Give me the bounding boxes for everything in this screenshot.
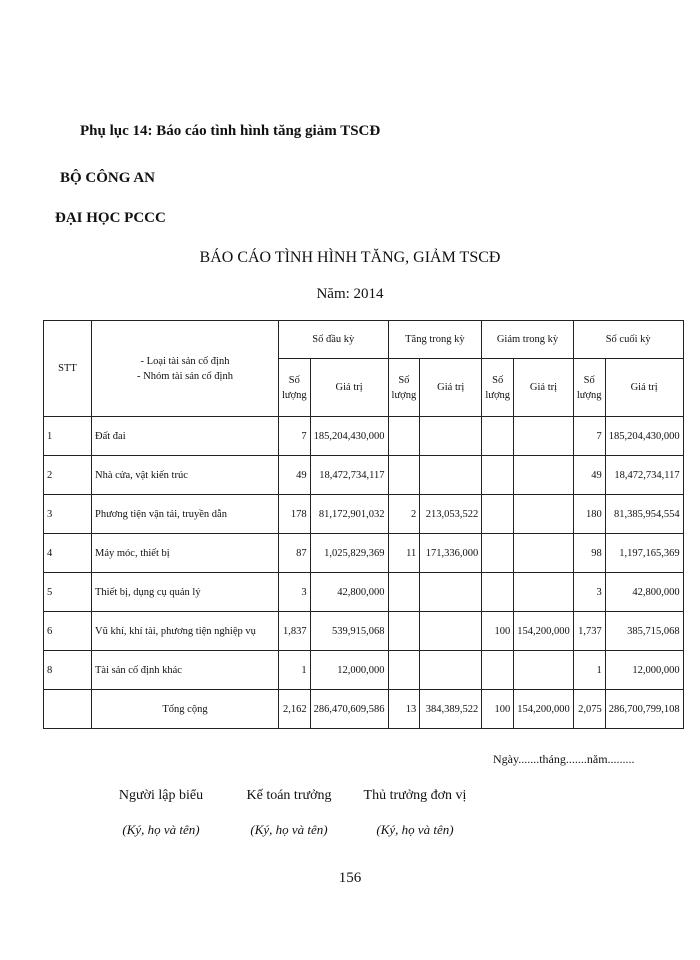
row-open-value: 81,172,901,032 (310, 495, 388, 534)
row-asset-name: Nhà cửa, vật kiến trúc (92, 456, 279, 495)
total-close-qty: 2,075 (573, 690, 605, 729)
table-row (44, 651, 684, 690)
row-close-value: 81,385,954,554 (605, 495, 683, 534)
row-inc-qty: 2 (388, 495, 420, 534)
row-dec-value: 154,200,000 (514, 612, 574, 651)
row-asset-name: Đất đai (92, 417, 279, 456)
asset-type-header (92, 321, 279, 417)
row-inc-value: 171,336,000 (420, 534, 482, 573)
row-stt: 1 (44, 417, 92, 456)
row-close-qty: 3 (573, 573, 605, 612)
row-dec-value (514, 573, 574, 612)
row-close-qty: 49 (573, 456, 605, 495)
table-row (44, 612, 684, 651)
row-inc-qty (388, 456, 420, 495)
asset-report-table (43, 320, 684, 729)
qty-line1: Số (398, 374, 410, 386)
row-open-qty: 178 (279, 495, 311, 534)
decrease-qty-header (482, 359, 514, 417)
row-inc-value (420, 612, 482, 651)
row-close-value: 18,472,734,117 (605, 456, 683, 495)
stt-header: STT (44, 321, 92, 417)
asset-type-header-line1: - Loại tài sản cố định (140, 355, 230, 367)
qty-line1: Số (492, 374, 504, 386)
row-inc-value (420, 417, 482, 456)
total-open-value: 286,470,609,586 (310, 690, 388, 729)
report-title: BÁO CÁO TÌNH HÌNH TĂNG, GIẢM TSCĐ (199, 249, 501, 266)
qty-line2: lượng (485, 389, 511, 401)
row-inc-qty (388, 573, 420, 612)
row-close-qty: 7 (573, 417, 605, 456)
total-stt-cell (44, 690, 92, 729)
unit-head-sign-note: (Ký, họ và tên) (376, 822, 454, 837)
qty-line1: Số (583, 374, 595, 386)
unit-head-title: Thủ trưởng đơn vị (363, 788, 467, 803)
total-inc-qty: 13 (388, 690, 420, 729)
row-stt: 4 (44, 534, 92, 573)
row-close-qty: 98 (573, 534, 605, 573)
row-asset-name: Vũ khí, khí tài, phương tiện nghiệp vụ (92, 612, 279, 651)
row-inc-value (420, 456, 482, 495)
row-dec-value (514, 534, 574, 573)
table-row (44, 534, 684, 573)
row-dec-qty (482, 417, 514, 456)
row-asset-name: Tài sản cố định khác (92, 651, 279, 690)
total-row (44, 690, 684, 729)
row-close-value: 385,715,068 (605, 612, 683, 651)
increase-group-header: Tăng trong kỳ (388, 321, 482, 359)
qty-line2: lượng (576, 389, 602, 401)
row-dec-value (514, 456, 574, 495)
decrease-value-header: Giá trị (514, 359, 574, 417)
row-close-qty: 1,737 (573, 612, 605, 651)
row-inc-qty: 11 (388, 534, 420, 573)
row-dec-qty: 100 (482, 612, 514, 651)
total-label: Tổng cộng (92, 690, 279, 729)
row-open-value: 12,000,000 (310, 651, 388, 690)
row-open-value: 18,472,734,117 (310, 456, 388, 495)
chief-accountant-title: Kế toán trưởng (246, 788, 332, 803)
row-dec-value (514, 651, 574, 690)
total-inc-value: 384,389,522 (420, 690, 482, 729)
row-open-value: 1,025,829,369 (310, 534, 388, 573)
row-dec-value (514, 417, 574, 456)
qty-line1: Số (288, 374, 300, 386)
preparer-sign-note: (Ký, họ và tên) (122, 822, 200, 837)
row-open-qty: 49 (279, 456, 311, 495)
row-inc-value: 213,053,522 (420, 495, 482, 534)
header-row-groups (44, 321, 684, 359)
row-close-qty: 180 (573, 495, 605, 534)
row-open-value: 185,204,430,000 (310, 417, 388, 456)
table-row (44, 495, 684, 534)
row-stt: 3 (44, 495, 92, 534)
university-name: ĐẠI HỌC PCCC (55, 210, 166, 226)
page-number: 156 (338, 870, 362, 886)
row-stt: 8 (44, 651, 92, 690)
row-dec-qty (482, 534, 514, 573)
total-open-qty: 2,162 (279, 690, 311, 729)
row-inc-qty (388, 651, 420, 690)
row-dec-value (514, 495, 574, 534)
row-dec-qty (482, 573, 514, 612)
row-close-value: 12,000,000 (605, 651, 683, 690)
ministry-name: BỘ CÔNG AN (60, 170, 156, 186)
row-inc-value (420, 573, 482, 612)
closing-group-header: Số cuối kỳ (573, 321, 683, 359)
table-row (44, 573, 684, 612)
row-open-qty: 7 (279, 417, 311, 456)
row-open-value: 539,915,068 (310, 612, 388, 651)
row-open-qty: 3 (279, 573, 311, 612)
row-asset-name: Máy móc, thiết bị (92, 534, 279, 573)
chief-accountant-sign-note: (Ký, họ và tên) (250, 822, 328, 837)
row-dec-qty (482, 456, 514, 495)
opening-qty-header (279, 359, 311, 417)
row-inc-qty (388, 612, 420, 651)
qty-line2: lượng (282, 389, 307, 401)
closing-value-header: Giá trị (605, 359, 683, 417)
row-asset-name: Thiết bị, dụng cụ quản lý (92, 573, 279, 612)
increase-value-header: Giá trị (420, 359, 482, 417)
row-dec-qty (482, 495, 514, 534)
row-stt: 6 (44, 612, 92, 651)
total-dec-value: 154,200,000 (514, 690, 574, 729)
row-inc-value (420, 651, 482, 690)
increase-qty-header (388, 359, 420, 417)
appendix-title: Phụ lục 14: Báo cáo tình hình tăng giảm TSCĐ (80, 123, 381, 139)
total-dec-qty: 100 (482, 690, 514, 729)
row-stt: 5 (44, 573, 92, 612)
table-row (44, 456, 684, 495)
report-year: Năm: 2014 (316, 286, 384, 302)
total-close-value: 286,700,799,108 (605, 690, 683, 729)
row-close-value: 185,204,430,000 (605, 417, 683, 456)
opening-group-header: Số đầu kỳ (279, 321, 389, 359)
row-asset-name: Phương tiện vận tải, truyền dẫn (92, 495, 279, 534)
closing-qty-header (573, 359, 605, 417)
table-row (44, 417, 684, 456)
row-inc-qty (388, 417, 420, 456)
row-dec-qty (482, 651, 514, 690)
qty-line2: lượng (391, 389, 417, 401)
opening-value-header: Giá trị (310, 359, 388, 417)
row-open-qty: 1 (279, 651, 311, 690)
row-close-qty: 1 (573, 651, 605, 690)
asset-type-header-line2: - Nhóm tài sản cố định (137, 370, 233, 382)
preparer-title: Người lập biểu (118, 788, 204, 803)
row-close-value: 42,800,000 (605, 573, 683, 612)
date-line: Ngày.......tháng.......năm......... (493, 752, 635, 766)
row-open-value: 42,800,000 (310, 573, 388, 612)
row-stt: 2 (44, 456, 92, 495)
row-close-value: 1,197,165,369 (605, 534, 683, 573)
decrease-group-header: Giảm trong kỳ (482, 321, 574, 359)
row-open-qty: 87 (279, 534, 311, 573)
row-open-qty: 1,837 (279, 612, 311, 651)
